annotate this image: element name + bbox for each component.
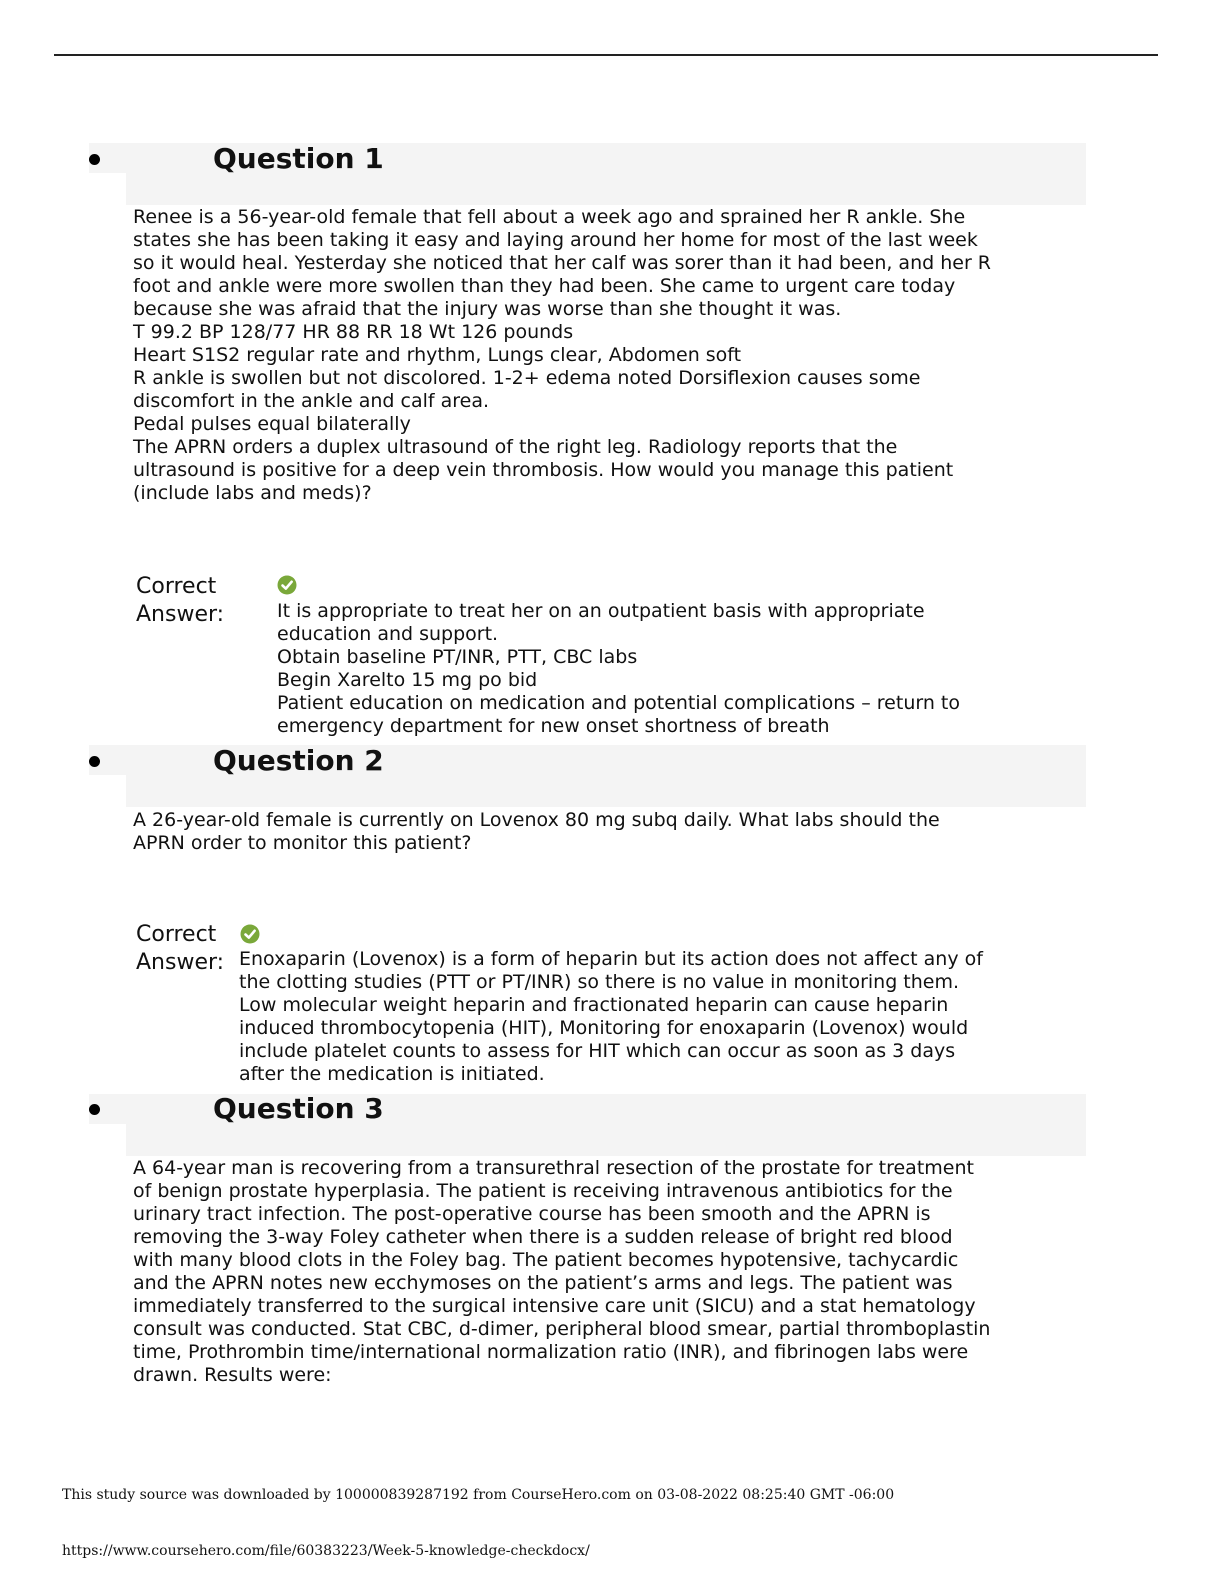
text-line: APRN order to monitor this patient?: [133, 832, 472, 854]
label-line: Answer:: [136, 950, 225, 975]
question-text: [133, 206, 1053, 505]
text-line: urinary tract infection. The post-operative course has been smooth and the APRN is: [133, 1203, 931, 1225]
question-title: Question 1: [213, 142, 384, 175]
question-title: Question 3: [213, 1092, 384, 1125]
label-line: Correct: [136, 574, 217, 599]
text-line: immediately transferred to the surgical intensive care unit (SICU) and a stat hematology: [133, 1295, 976, 1317]
text-line: Low molecular weight heparin and fractionated heparin can cause heparin: [239, 994, 949, 1016]
text-line: because she was afraid that the injury was worse than she thought it was.: [133, 298, 842, 320]
question-text: [133, 809, 1053, 855]
text-line: emergency department for new onset shortness of breath: [277, 715, 830, 737]
text-line: include platelet counts to assess for HIT which can occur as soon as 3 days: [239, 1040, 956, 1062]
text-line: A 64-year man is recovering from a transurethral resection of the prostate for treatment: [133, 1157, 974, 1179]
bullet: [89, 1104, 100, 1115]
correct-answer-label: [136, 573, 224, 629]
text-line: states she has been taking it easy and laying around her home for most of the last week: [133, 229, 978, 251]
question-title: Question 2: [213, 744, 384, 777]
correct-answer-text: [277, 600, 960, 738]
text-line: A 26-year-old female is currently on Lovenox 80 mg subq daily. What labs should the: [133, 809, 940, 831]
text-line: It is appropriate to treat her on an outpatient basis with appropriate: [277, 600, 925, 622]
text-line: discomfort in the ankle and calf area.: [133, 390, 489, 412]
bullet: [89, 756, 100, 767]
text-line: the clotting studies (PTT or PT/INR) so there is no value in monitoring them.: [239, 971, 960, 993]
text-line: with many blood clots in the Foley bag. The patient becomes hypotensive, tachycardic: [133, 1249, 959, 1271]
text-line: removing the 3-way Foley catheter when there is a sudden release of bright red blood: [133, 1226, 953, 1248]
correct-answer-text: [239, 948, 983, 1086]
correct-answer-label: [136, 921, 224, 977]
download-source-note: This study source was downloaded by 100000839287192 from CourseHero.com on 03-08-2022 08:25:40 GMT -06:00: [62, 1487, 895, 1503]
text-line: Patient education on medication and potential complications – return to: [277, 692, 960, 714]
question-text: [133, 1157, 1053, 1387]
text-line: of benign prostate hyperplasia. The patient is receiving intravenous antibiotics for the: [133, 1180, 953, 1202]
label-line: Answer:: [136, 602, 225, 627]
text-line: education and support.: [277, 623, 499, 645]
text-line: time, Prothrombin time/international normalization ratio (INR), and fibrinogen labs were: [133, 1341, 969, 1363]
text-line: T 99.2 BP 128/77 HR 88 RR 18 Wt 126 pounds: [133, 321, 574, 343]
text-line: Obtain baseline PT/INR, PTT, CBC labs: [277, 646, 638, 668]
text-line: Renee is a 56-year-old female that fell about a week ago and sprained her R ankle. She: [133, 206, 966, 228]
text-line: after the medication is initiated.: [239, 1063, 545, 1085]
bullet: [89, 154, 100, 165]
text-line: Begin Xarelto 15 mg po bid: [277, 669, 538, 691]
text-line: ultrasound is positive for a deep vein thrombosis. How would you manage this patient: [133, 459, 954, 481]
text-line: drawn. Results were:: [133, 1364, 332, 1386]
text-line: and the APRN notes new ecchymoses on the patient’s arms and legs. The patient was: [133, 1272, 953, 1294]
text-line: consult was conducted. Stat CBC, d-dimer, peripheral blood smear, partial thromboplastin: [133, 1318, 991, 1340]
question-header-band-lower: [126, 173, 1086, 205]
text-line: foot and ankle were more swollen than they had been. She came to urgent care today: [133, 275, 956, 297]
text-line: (include labs and meds)?: [133, 482, 372, 504]
label-line: Correct: [136, 922, 217, 947]
text-line: induced thrombocytopenia (HIT), Monitoring for enoxaparin (Lovenox) would: [239, 1017, 969, 1039]
text-line: Heart S1S2 regular rate and rhythm, Lungs clear, Abdomen soft: [133, 344, 742, 366]
check-circle-icon: [240, 924, 260, 944]
text-line: The APRN orders a duplex ultrasound of the right leg. Radiology reports that the: [133, 436, 898, 458]
text-line: Enoxaparin (Lovenox) is a form of heparin but its action does not affect any of: [239, 948, 983, 970]
text-line: R ankle is swollen but not discolored. 1-2+ edema noted Dorsiflexion causes some: [133, 367, 921, 389]
text-line: so it would heal. Yesterday she noticed that her calf was sorer than it had been, and her R: [133, 252, 992, 274]
question-header-band-lower: [126, 775, 1086, 807]
text-line: Pedal pulses equal bilaterally: [133, 413, 411, 435]
top-rule: [54, 54, 1158, 56]
question-header-band-lower: [126, 1124, 1086, 1156]
source-url[interactable]: https://www.coursehero.com/file/60383223/Week-5-knowledge-checkdocx/: [62, 1543, 590, 1559]
check-circle-icon: [277, 575, 297, 595]
